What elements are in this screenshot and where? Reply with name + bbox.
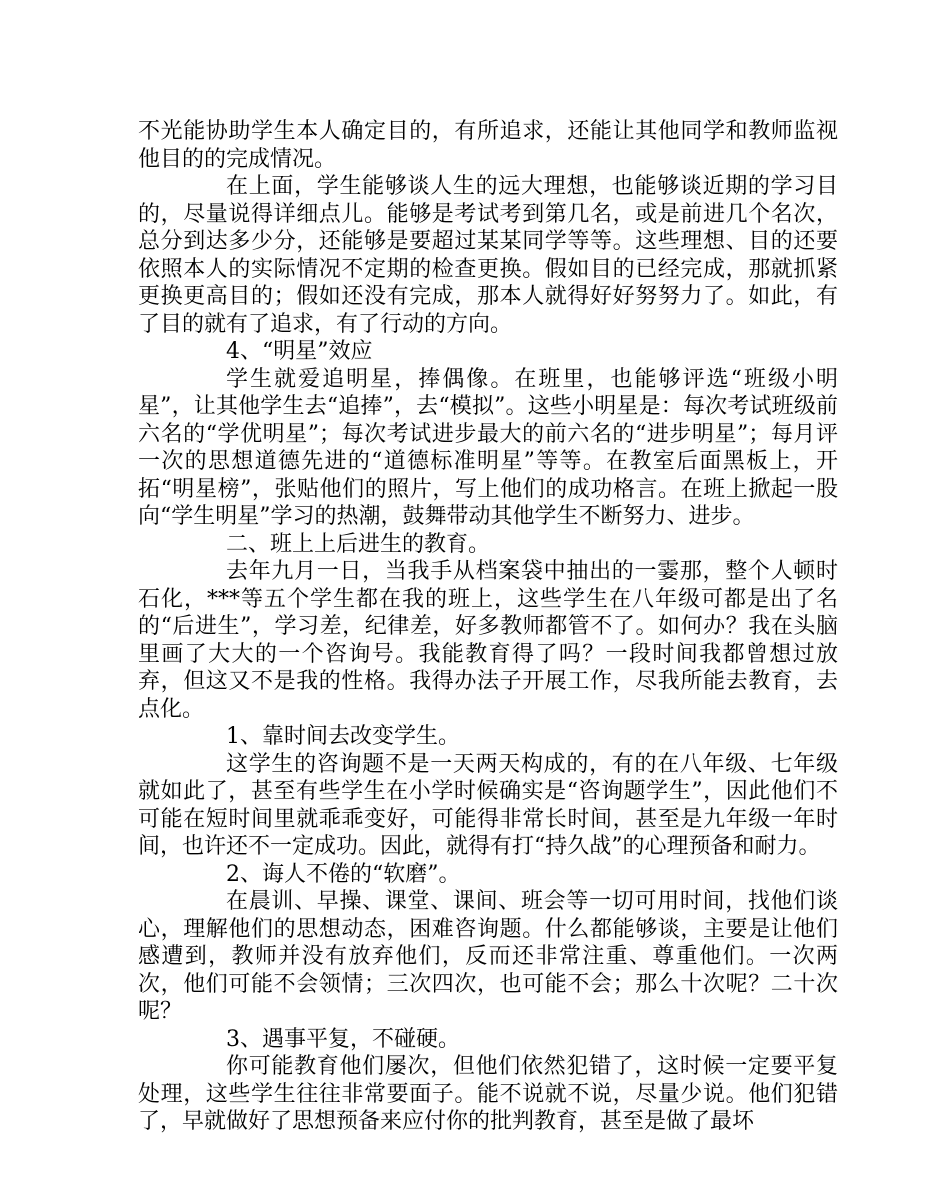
- subheading-time: 1、靠时间去改变学生。: [226, 724, 460, 749]
- subheading-patience: 2、诲人不倦的“软磨”。: [226, 861, 461, 887]
- document-page: [138, 118, 838, 1136]
- paragraph-2: 在上面，学生能够谈人生的远大理想，也能够谈近期的学习目的，尽量说得详细点儿。能够是考试考到第几名，或是前进几个名次，总分到达多少分，还能够是要超过某某同学等等。这些理想、目的还要依照本人的实际情况不定期的检查更换。假如目的已经完成，那就抓紧更换更高目的；假如还没有完成，那本人就得好好努努力了。如此，有了目的就有了追求，有了行动的方向。: [138, 174, 838, 337]
- paragraph-1: 不光能协助学生本人确定目的，有所追求，还能让其他同学和教师监视他目的的完成情况。: [138, 119, 838, 172]
- paragraph-5: 这学生的咨询题不是一天两天构成的，有的在八年级、七年级就如此了，甚至有些学生在小学时候确实是“咨询题学生”，因此他们不可能在短时间里就乖乖变好，可能得非常长时间，甚至是九年级一年时间，也许还不一定成功。因此，就得有打“持久战”的心理预备和耐力。: [138, 751, 838, 859]
- paragraph-7: 你可能教育他们屡次，但他们依然犯错了，这时候一定要平复处理，这些学生往往非常要面子。能不说就不说，尽量少说。他们犯错了，早就做好了思想预备来应付你的批判教育，甚至是做了最坏: [138, 1054, 838, 1134]
- section-heading-star-effect: 4、“明星”效应: [226, 339, 373, 364]
- section-heading-underachievers: 二、班上上后进生的教育。: [226, 531, 491, 557]
- subheading-calm: 3、遇事平复，不碰硬。: [226, 1026, 460, 1052]
- paragraph-3: 学生就爱追明星，捧偶像。在班里，也能够评选“班级小明星”，让其他学生去“追捧”，去“模拟”。这些小明星是：每次考试班级前六名的“学优明星”；每次考试进步最大的前六名的“进步明星”；每月评一次的思想道德先进的“道德标准明星”等等。在教室后面黑板上，开拓“明星榜”，张贴他们的照片，写上他们的成功格言。在班上掀起一股向“学生明星”学习的热潮，鼓舞带动其他学生不断努力、进步。: [138, 366, 838, 529]
- paragraph-4: 去年九月一日，当我手从档案袋中抽出的一霎那，整个人顿时石化，***等五个学生都在我的班上，这些学生在八年级可都是出了名的“后进生”，学习差，纪律差，好多教师都管不了。如何办？我在头脑里画了大大的一个咨询号。我能教育得了吗？一段时间我都曾想过放弃，但这又不是我的性格。我得办法子开展工作，尽我所能去教育，去点化。: [138, 559, 838, 722]
- paragraph-6: 在晨训、早操、课堂、课间、班会等一切可用时间，找他们谈心，理解他们的思想动态，困难咨询题。什么都能够谈，主要是让他们感遭到，教师并没有放弃他们，反而还非常注重、尊重他们。一次两次，他们可能不会领情；三次四次，也可能不会；那么十次呢？二十次呢？: [138, 889, 838, 1024]
